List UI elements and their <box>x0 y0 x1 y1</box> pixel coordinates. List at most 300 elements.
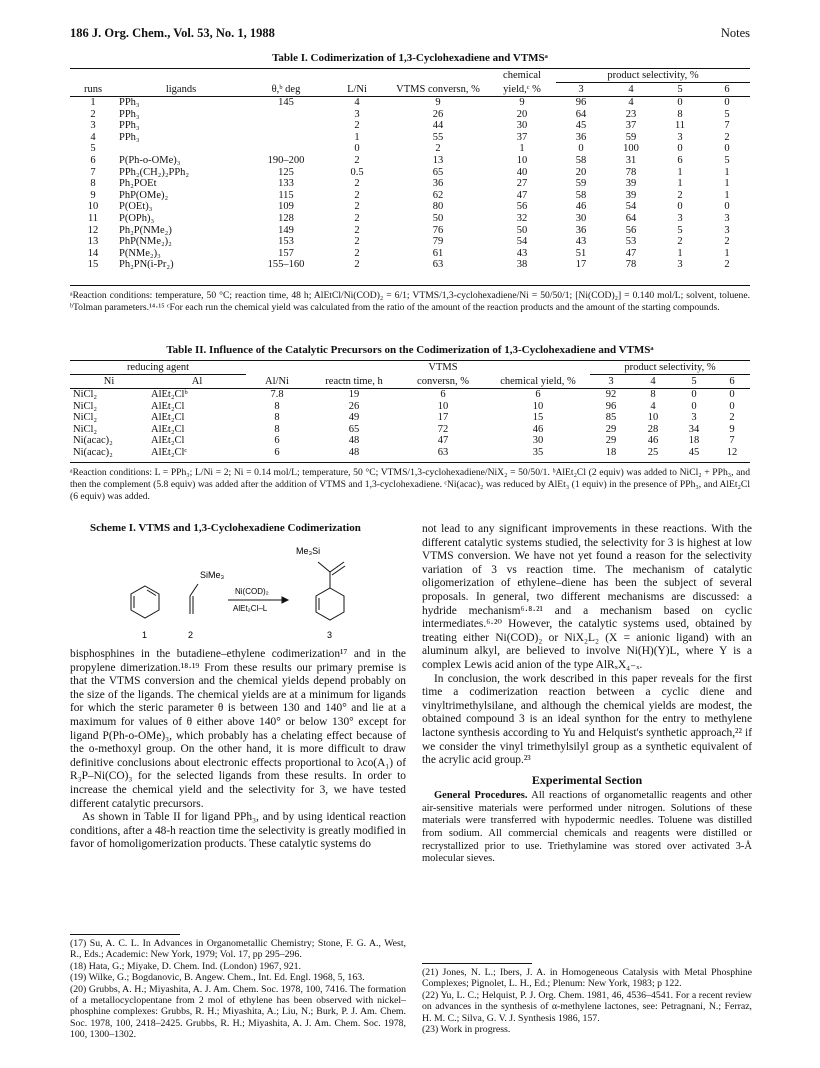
t1-cell: 27 <box>516 178 528 190</box>
t1-cell: 61 <box>432 247 444 259</box>
t2-cell: 10 <box>647 412 659 424</box>
t1-row <box>70 109 750 121</box>
t2-cell: 18 <box>688 435 700 447</box>
t1-cell: 14 <box>87 247 99 259</box>
t2-cell: 6 <box>274 446 280 458</box>
t1-cell <box>246 143 326 155</box>
t2-cell: 25 <box>647 446 659 458</box>
t1-cell: 3 <box>724 212 730 224</box>
t1-cell: 47 <box>625 247 637 259</box>
compound-3-number: 3 <box>327 630 333 640</box>
scheme-title <box>90 522 420 536</box>
t2-cell: 48 <box>348 446 360 458</box>
t1-cell: 59 <box>625 131 637 143</box>
t1-cell: 53 <box>625 236 637 248</box>
t1-cell: 30 <box>516 120 528 132</box>
t1-head-product: product selectivity, % <box>556 69 750 83</box>
compound-1-structure <box>131 586 159 618</box>
t2-head-vtms: VTMS <box>428 362 458 374</box>
t1-cell: 133 <box>278 178 294 190</box>
t1-cell: 153 <box>278 236 294 248</box>
t1-cell: 44 <box>432 120 444 132</box>
t1-cell: 2 <box>677 189 683 201</box>
t1-cell: 36 <box>432 178 444 190</box>
t1-cell <box>246 132 326 144</box>
t1-head-p5: 5 <box>677 84 683 95</box>
t1-cell: 65 <box>432 166 444 178</box>
t1-cell: 7 <box>724 120 730 132</box>
t1-cell: 2 <box>354 212 360 224</box>
t1-cell: 20 <box>575 166 587 178</box>
t1-cell: 2 <box>354 120 360 132</box>
t1-head-runs: runs <box>83 83 103 95</box>
t1-row <box>70 167 750 179</box>
t2-cell: 96 <box>605 400 617 412</box>
t1-row <box>70 236 750 248</box>
t2-head-p3: 3 <box>608 376 614 387</box>
t1-cell: 37 <box>516 131 528 143</box>
t1-row <box>70 201 750 213</box>
experimental-lead: General Procedures. <box>434 790 528 802</box>
t1-cell: 80 <box>432 201 444 213</box>
t1-cell: 149 <box>278 224 294 236</box>
t1-cell: 4 <box>628 97 634 108</box>
left-ref-rule <box>70 934 180 935</box>
table2-footnote: ᵃReaction conditions: L = PPh₃; L/Ni = 2; Ni = 0.14 mol/L; temperature, 50 °C; VTMS/1,3-cyclohexadiene/NiX₂ = 50/50/1. ᵇAlEt₂Cl (2 equiv) was added to NiCl₂ + PPh₃, and then the complement (5.8 equiv) was added after the addition of VTMS and 1,3-cyclohexadiene. ᶜNi(acac)₂ was reduced by AlEt₃ (1 equiv) in the presence of PPh₃, and AlEt₂Cl (6 equiv) was added. <box>70 467 750 502</box>
t2-cell: 8 <box>274 400 280 412</box>
t1-cell: 1 <box>519 143 525 155</box>
t1-row <box>70 248 750 260</box>
t2-head-time: reactn time, h <box>325 375 383 387</box>
t1-cell: P(OEt)₃ <box>119 201 153 213</box>
table1-bottom-rule <box>70 285 750 286</box>
t1-cell: 64 <box>625 212 637 224</box>
t2-cell: NiCl₂ <box>73 389 98 400</box>
t1-cell: 0 <box>724 143 730 155</box>
t2-head-product: product selectivity, % <box>590 361 750 375</box>
t1-cell: 6 <box>677 154 683 166</box>
left-column-body <box>70 648 406 852</box>
t2-head-yield: chemical yield, % <box>500 375 576 387</box>
t2-row <box>70 389 750 401</box>
t1-row <box>70 225 750 237</box>
right-column-body <box>422 523 752 866</box>
t2-cell: 46 <box>532 423 544 435</box>
t1-cell: 32 <box>516 212 528 224</box>
t2-cell: 8 <box>650 389 656 400</box>
t1-row <box>70 190 750 202</box>
t1-row <box>70 178 750 190</box>
t2-head-al: Al <box>191 376 203 387</box>
t1-cell: 0 <box>677 201 683 213</box>
t1-cell: 1 <box>90 97 96 108</box>
t2-cell: AlEt₂Clᶜ <box>151 446 188 458</box>
t1-cell: 1 <box>354 131 360 143</box>
t1-cell: 23 <box>625 108 637 120</box>
t1-row <box>70 259 750 271</box>
t2-cell: 29 <box>605 435 617 447</box>
t2-cell: 3 <box>691 412 697 424</box>
t1-cell: 4 <box>90 131 96 143</box>
t1-cell: 128 <box>278 212 294 224</box>
t2-cell: 63 <box>437 446 449 458</box>
t2-cell: 0 <box>729 400 735 412</box>
t2-cell: 0 <box>691 400 697 412</box>
t2-cell: 46 <box>647 435 659 447</box>
t1-cell: 9 <box>519 97 525 108</box>
t1-cell: 1 <box>724 178 730 190</box>
t1-cell: 2 <box>724 259 730 271</box>
t1-cell: 1 <box>677 247 683 259</box>
right-references <box>422 967 752 1035</box>
t1-cell: 40 <box>516 166 528 178</box>
t2-row <box>70 412 750 424</box>
t2-cell: 45 <box>688 446 700 458</box>
t1-cell: 125 <box>278 166 294 178</box>
t2-cell: 6 <box>535 389 541 400</box>
t1-cell: 0 <box>677 97 683 108</box>
t1-head-p3: 3 <box>578 84 584 95</box>
t1-cell: 59 <box>575 178 587 190</box>
t1-cell: PhP(NMe₂)₂ <box>119 236 172 248</box>
experimental-text: All reactions of organometallic reagents and other air-sensitive materials were performed under nitrogen. Solutions of these materials were transferred with hypodermic needles. Toluene was distilled from sodium. All commercial chemicals and reagents were distilled or recrystallized prior to use. Triethylamine was stored over activated 3-Å molecular sieves. <box>422 790 752 865</box>
t1-cell: PPh₃ <box>119 131 140 143</box>
t2-cell: 30 <box>532 435 544 447</box>
t2-cell: 28 <box>647 423 659 435</box>
t1-head-yield-top: chemical <box>503 70 541 82</box>
t1-cell: 1 <box>724 247 730 259</box>
t2-cell: 10 <box>532 400 544 412</box>
t1-cell: 10 <box>516 154 528 166</box>
t1-cell: 58 <box>575 189 587 201</box>
t1-cell: 3 <box>677 131 683 143</box>
t1-head-yield: yield,ᶜ % <box>503 83 541 95</box>
t2-cell: 34 <box>688 423 700 435</box>
right-paragraph-2: In conclusion, the work described in this paper reveals for the first time a codimerization reaction between a cyclic diene and vinyltrimethylsilane, and although the chemical yields are modest, the obtained compound 3 is an ideal synthon for the entry to methylene lactone synthesis according to Yu and Helquist's synthetic approach,²² if we consider the vinyl trimethylsilyl group as a synthetic equivalent of the acrylic acid group.²³ <box>422 672 752 767</box>
t1-cell: 96 <box>575 97 587 108</box>
t1-cell: PhP(OMe)₂ <box>119 189 169 201</box>
t1-cell: 4 <box>354 97 360 108</box>
t2-cell: 48 <box>348 435 360 447</box>
t1-cell: 63 <box>432 259 444 271</box>
t1-cell: 43 <box>516 247 528 259</box>
scheme-drawing <box>120 538 400 644</box>
t1-cell: 2 <box>724 236 730 248</box>
t1-cell: 0 <box>578 143 584 155</box>
t2-cell: 92 <box>605 389 617 400</box>
table2-bottom-rule <box>70 462 750 463</box>
t1-head-lni: L/Ni <box>347 83 367 95</box>
t1-cell: 9 <box>435 97 441 108</box>
t2-cell: 17 <box>437 412 449 424</box>
t2-row <box>70 401 750 413</box>
t1-cell: 31 <box>625 154 637 166</box>
scheme-title-text: Scheme I. VTMS and 1,3-Cyclohexadiene Codimerization <box>90 522 361 534</box>
t1-row <box>70 132 750 144</box>
t1-cell: 9 <box>90 189 96 201</box>
t1-cell: 2 <box>435 143 441 155</box>
compound-3-structure <box>316 562 345 620</box>
left-references <box>70 938 406 1041</box>
table1-caption: Table I. Codimerization of 1,3-Cyclohexadiene and VTMSᵃ <box>272 52 548 64</box>
table2-body <box>70 389 750 459</box>
t2-head-p5: 5 <box>691 376 697 387</box>
t1-cell: 3 <box>354 108 360 120</box>
t2-cell: Ni(acac)₂ <box>73 435 113 447</box>
t1-cell: 1 <box>677 166 683 178</box>
t1-cell: 3 <box>90 120 96 132</box>
t1-cell: 51 <box>575 247 587 259</box>
table1 <box>70 68 750 271</box>
t2-cell: 6 <box>274 435 280 447</box>
t2-cell: 47 <box>437 435 449 447</box>
t2-cell: 0 <box>691 389 697 400</box>
t1-head-conv: VTMS conversn, % <box>396 83 480 95</box>
t1-cell: 8 <box>677 108 683 120</box>
t1-cell: 62 <box>432 189 444 201</box>
t2-cell: AlEt₂Cl <box>151 435 185 447</box>
t2-cell: 12 <box>726 446 738 458</box>
t1-cell: 1 <box>724 166 730 178</box>
t2-cell: AlEt₂Cl <box>151 412 185 424</box>
t1-cell: 78 <box>625 259 637 271</box>
t1-cell: 0 <box>354 143 360 155</box>
t1-cell: PPh₂(CH₂)₂PPh₂ <box>119 166 190 178</box>
t1-cell: 2 <box>354 154 360 166</box>
t2-cell: NiCl₂ <box>73 423 98 435</box>
t1-cell: 11 <box>87 212 99 224</box>
t2-cell: AlEt₂Cl <box>151 400 185 412</box>
t1-cell: 13 <box>432 154 444 166</box>
t1-head-ligands: ligands <box>165 83 197 95</box>
t1-cell: 157 <box>278 247 294 259</box>
right-ref-rule <box>422 963 532 964</box>
t1-cell <box>246 109 326 121</box>
t1-row <box>70 155 750 167</box>
t2-cell: 0 <box>729 389 735 400</box>
section-name: Notes <box>720 26 750 40</box>
t1-cell: 76 <box>432 224 444 236</box>
t1-cell: 45 <box>575 120 587 132</box>
t2-head-conv: conversn, % <box>417 375 469 387</box>
t1-cell: 2 <box>354 201 360 213</box>
t1-cell: 0 <box>677 143 683 155</box>
t1-cell: 3 <box>724 224 730 236</box>
t2-cell: 15 <box>532 412 544 424</box>
t2-cell: AlEt₂Cl <box>151 423 185 435</box>
t1-cell: 3 <box>677 212 683 224</box>
experimental-paragraph <box>422 790 752 866</box>
t1-cell <box>246 120 326 132</box>
t1-cell: 11 <box>674 120 686 132</box>
t1-cell: 46 <box>575 201 587 213</box>
t1-cell: Ph₂POEt <box>119 178 157 190</box>
catalyst-label: Ni(COD)₂ <box>235 587 269 596</box>
t2-head-p6: 6 <box>729 376 735 387</box>
ref-17: (17) Su, A. C. L. In Advances in Organometallic Chemistry; Stone, F. G. A., West, R., Eds.; Academic: New York, 1979; Vol. 17, pp 295–296. <box>70 938 406 961</box>
t1-cell: 0.5 <box>350 166 364 178</box>
t1-cell: 2 <box>354 247 360 259</box>
left-paragraph-1: bisphosphines in the butadiene–ethylene codimerization¹⁷ and in the propylene dimerization.¹⁸·¹⁹ From these results our primary premise is that the VTMS conversion and the chemical yields depend probably on the size of the ligands. The chemical yields are at a minimum for ligands for which the steric parameter θ is between 130 and 140° and lie at a maximum for values of θ either above 140° or below 130° except for ligand P(Ph-o-OMe)₃, which probably has a chelating effect because of the o-methoxyl group. On the other hand, it is more difficult to draw definitive conclusions about electronic effects proportional to λco(A₁) of R₃P–Ni(CO)₃ for the selected ligands from these results. In order to increase the chemical yield and the selectivity for 3, we have tested different catalytic precursors. <box>70 648 406 810</box>
t1-cell: 20 <box>516 108 528 120</box>
t1-cell: 54 <box>516 236 528 248</box>
ref-18: (18) Hata, G.; Miyake, D. Chem. Ind. (London) 1967, 921. <box>70 960 302 972</box>
t1-cell: 78 <box>625 166 637 178</box>
t1-cell: 2 <box>354 259 360 271</box>
t1-cell: 12 <box>87 224 99 236</box>
t2-cell: 8 <box>274 412 280 424</box>
t1-row <box>70 97 750 109</box>
t1-cell: 1 <box>677 178 683 190</box>
t1-cell: 145 <box>278 97 294 108</box>
t2-cell: 6 <box>440 389 446 400</box>
t1-cell: 2 <box>354 189 360 201</box>
t1-cell: 0 <box>724 97 730 108</box>
right-paragraph-1: not lead to any significant improvements in these reactions. With the different catalytic systems studied, the selectivity for 3 is highest at low VTMS conversion. We have not yet found a reason for the selectivity variation of 3 vs reaction time. The mechanism of catalytic oligomerization of ethylene–diene has been the subject of several proposals. In general, two different mechanisms are discussed: a hydride mechanism⁶·⁸·²¹ and a mechanism based on cyclic intermediates.⁶·²⁰ However, the catalytic systems used, obtained by treating either Ni(COD)₂ or NiX₂L₂ (X = anionic ligand) with an aluminum alkyl, are believed to involve Ni(H)(Y)L, where Y is a complex Lewis acid anion of the type AlRₓX₄₋ₓ. <box>422 523 752 671</box>
t1-cell: 50 <box>432 212 444 224</box>
t1-cell: 7 <box>90 166 96 178</box>
t1-cell: 13 <box>87 236 99 248</box>
t1-cell: 2 <box>724 131 730 143</box>
t1-row <box>70 120 750 132</box>
t1-head-theta: θ,ᵇ deg <box>271 83 301 95</box>
t1-cell: PPh₃ <box>119 120 140 132</box>
t1-cell: 58 <box>575 154 587 166</box>
t1-cell: 43 <box>575 236 587 248</box>
t2-cell: NiCl₂ <box>73 412 98 424</box>
table1-body <box>70 97 750 271</box>
t2-row <box>70 424 750 436</box>
t1-cell: 8 <box>90 178 96 190</box>
ref-20: (20) Grubbs, A. H.; Miyashita, A. J. Am. Chem. Soc. 1978, 100, 7416. The formation of a metallocyclopentane from 2 mol of ethylene has been observed with nickel–phosphine complexes: Grubbs, R. H.; Miyashita, A.; Liu, N.; Burk, P. J. Am. Chem. Soc. 1978, 100, 2418–2425. Grubbs, R. H.; Miyashita, A. J. Am. Chem. Soc. 1978, 100, 1300–1302. <box>70 983 406 1041</box>
t2-cell: 26 <box>348 400 360 412</box>
t1-cell: P(OPh)₃ <box>119 212 155 224</box>
t1-cell: 26 <box>432 108 444 120</box>
t2-cell: 8 <box>274 423 280 435</box>
t2-cell: 65 <box>348 423 360 435</box>
compound-1-number: 1 <box>142 630 148 640</box>
ref-21: (21) Jones, N. L.; Ibers, J. A. in Homogeneous Catalysis with Metal Phosphine Complexes; Pignolet, L. H., Ed.; Plenum: New York, 1983; p 122. <box>422 967 752 990</box>
cocatalyst-label: AlEt₂Cl–L <box>233 604 268 613</box>
t2-cell: Ni(acac)₂ <box>73 446 113 458</box>
t1-head-p4: 4 <box>628 84 634 95</box>
ref-23: (23) Work in progress. <box>422 1024 511 1036</box>
t1-cell: 50 <box>516 224 528 236</box>
t2-head-reducing: reducing agent <box>70 361 246 375</box>
t1-cell: 47 <box>516 189 528 201</box>
t1-cell: P(NMe₂)₃ <box>119 247 161 259</box>
sime3-label: SiMe₃ <box>200 570 225 580</box>
t1-cell: 2 <box>354 178 360 190</box>
compound-2-number: 2 <box>188 630 194 640</box>
t1-cell: 10 <box>87 201 99 213</box>
me3si-label: Me₃Si <box>296 546 321 556</box>
t1-cell: 56 <box>625 224 637 236</box>
t1-cell: 39 <box>625 189 637 201</box>
t2-cell: 2 <box>729 412 735 424</box>
t1-cell: Ph₂P(NMe₂) <box>119 224 172 236</box>
t2-cell: 85 <box>605 412 617 424</box>
t1-cell: 2 <box>354 236 360 248</box>
t1-cell: 17 <box>575 259 587 271</box>
t2-head-p4: 4 <box>650 376 656 387</box>
t1-cell: 2 <box>677 236 683 248</box>
t1-cell: 15 <box>87 259 99 271</box>
t1-cell: 54 <box>625 201 637 213</box>
t1-cell: 190–200 <box>267 154 305 166</box>
t1-cell: 6 <box>90 154 96 166</box>
t1-cell <box>116 143 246 155</box>
t1-cell: 37 <box>625 120 637 132</box>
t1-cell: 30 <box>575 212 587 224</box>
t1-cell: PPh₃ <box>119 97 140 108</box>
t1-cell: 5 <box>724 108 730 120</box>
t1-cell: 38 <box>516 259 528 271</box>
compound-2-structure <box>190 584 198 614</box>
t2-cell: 18 <box>605 446 617 458</box>
t1-row <box>70 213 750 225</box>
t1-cell: 2 <box>90 108 96 120</box>
t2-cell: 29 <box>605 423 617 435</box>
t2-cell: 4 <box>650 400 656 412</box>
t2-cell: 72 <box>437 423 449 435</box>
t2-cell: 10 <box>437 400 449 412</box>
left-paragraph-2: As shown in Table II for ligand PPh₃, and by using identical reaction conditions, after a 48-h reaction time the selectivity is greatly modified in favor of homoligomerization products. These catalytic systems do <box>70 811 406 851</box>
t1-head-p6: 6 <box>724 84 730 95</box>
t1-cell: PPh₃ <box>119 108 140 120</box>
t2-cell: 19 <box>348 389 360 400</box>
t2-cell: 7.8 <box>270 389 284 400</box>
t1-cell: 56 <box>516 201 528 213</box>
t1-cell: 5 <box>677 224 683 236</box>
t1-cell: Ph₂PN(i-Pr₂) <box>119 259 174 271</box>
t2-cell: 49 <box>348 412 360 424</box>
t2-cell: NiCl₂ <box>73 400 98 412</box>
t1-cell: 155–160 <box>267 259 305 271</box>
reaction-arrow <box>228 597 288 603</box>
t1-cell: 0 <box>724 201 730 213</box>
table2-caption: Table II. Influence of the Catalytic Precursors on the Codimerization of 1,3-Cyclohexadiene and VTMSᵃ <box>166 344 654 356</box>
t1-cell: 39 <box>625 178 637 190</box>
t2-cell: 35 <box>532 446 544 458</box>
t2-cell: 7 <box>729 435 735 447</box>
t1-cell: 100 <box>623 143 639 155</box>
t1-cell: 36 <box>575 131 587 143</box>
t2-cell: AlEt₂Clᵇ <box>151 389 188 400</box>
t2-row <box>70 447 750 459</box>
t2-head-ni: Ni <box>103 376 115 387</box>
t2-head-alni: Al/Ni <box>265 375 289 387</box>
t1-cell: 2 <box>354 224 360 236</box>
t1-cell: 79 <box>432 236 444 248</box>
t1-cell: 115 <box>278 189 294 201</box>
t1-cell: 64 <box>575 108 587 120</box>
t1-cell: 109 <box>278 201 294 213</box>
ref-22: (22) Yu, L. C.; Helquist, P. J. Org. Chem. 1981, 46, 4536–4541. For a recent review on advances in the synthesis of α-methylene lactones, see: Petragnani, N.; Ferraz, H. M. C.; Silva, G. V. J. Synthesis 1986, 157. <box>422 989 752 1024</box>
t1-cell: 1 <box>724 189 730 201</box>
t1-cell: 55 <box>432 131 444 143</box>
t2-row <box>70 435 750 447</box>
t1-cell: 5 <box>90 143 96 155</box>
journal-citation: 186 J. Org. Chem., Vol. 53, No. 1, 1988 <box>70 26 275 40</box>
t1-cell: 3 <box>677 259 683 271</box>
running-header <box>70 26 750 41</box>
ref-19: (19) Wilke, G.; Bogdanovic, B. Angew. Chem., Int. Ed. Engl. 1968, 5, 163. <box>70 972 365 984</box>
table2 <box>70 360 750 459</box>
table1-footnote: ᵃReaction conditions: temperature, 50 °C; reaction time, 48 h; AlEtCl/Ni(COD)₂ = 6/1; VTMS/1,3-cyclohexadiene/Ni = 50/50/1; [Ni(COD)₂] = 0.140 mol/L; solvent, toluene. ᵇTolman parameters.¹⁴·¹⁵ ᶜFor each run the chemical yield was calculated from the ratio of the amount of the reaction products and the amount of the starting compounds. <box>70 290 750 313</box>
t1-cell: P(Ph-o-OMe)₃ <box>119 154 181 166</box>
t1-row <box>70 143 750 155</box>
